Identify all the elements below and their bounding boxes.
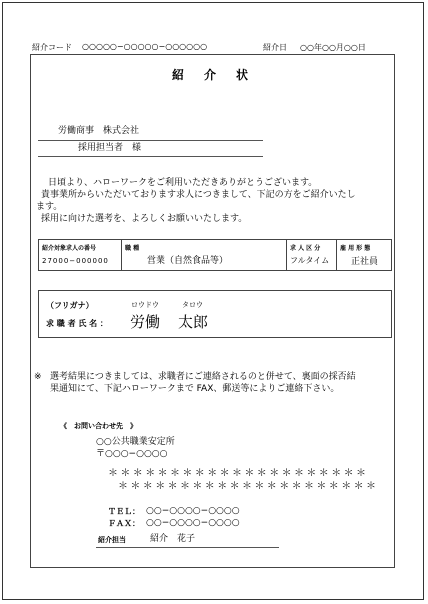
fax-label: ＦＡＸ： <box>108 519 140 528</box>
note-mark: ※ <box>34 372 42 382</box>
note-line-2: 果通知にて、下記ハローワークまで FAX、郵送等によりご連絡下さい。 <box>50 384 340 394</box>
employment-value: 正社員 <box>351 257 379 267</box>
job-number-value: 27000−000000 <box>42 257 109 265</box>
job-number-cell <box>39 240 122 270</box>
category-label: 求 人 区 分 <box>290 245 321 252</box>
employment-cell <box>337 240 391 270</box>
tel-value: ○○−○○○○−○○○○ <box>146 506 240 516</box>
letter-line-2b: ます。 <box>36 202 63 212</box>
occupation-label: 職 種 <box>125 245 140 252</box>
contact-postal: 〒○○○−○○○○ <box>96 449 168 459</box>
staff-label: 紹介担当 <box>98 536 126 544</box>
letter-line-2a: 貴事業所からいただいております求人につきまして、下記の方をご紹介いたし <box>41 190 356 200</box>
category-value: フルタイム <box>290 256 330 265</box>
contact-office: ○○公共職業安定所 <box>96 437 175 447</box>
contact-address-1: ＊＊＊＊＊＊＊＊＊＊＊＊＊＊＊＊＊＊＊＊＊ <box>108 468 369 479</box>
applicant-box <box>38 290 392 338</box>
note-line-1: 選考結果につきましては、求職者にご連絡されるのと併せて、裏面の採否結 <box>50 372 356 382</box>
tel-label: ＴＥＬ： <box>108 507 140 516</box>
furigana-first: タロウ <box>182 301 203 309</box>
date-label: 紹介日 <box>263 43 287 52</box>
fax-value: ○○−○○○○−○○○○ <box>146 518 240 528</box>
date-value: ○○年○○月○○日 <box>300 43 366 52</box>
contact-heading: 《 お問い合わせ先 》 <box>60 422 137 430</box>
last-name: 労働 <box>130 313 161 331</box>
occupation-cell <box>122 240 287 270</box>
addressee-company: 労働商事 株式会社 <box>58 126 140 136</box>
document-title: 紹介状 <box>172 68 269 82</box>
contact-address-2: ＊＊＊＊＊＊＊＊＊＊＊＊＊＊＊＊＊＊＊＊＊ <box>118 481 379 492</box>
staff-name: 紹介 花子 <box>150 534 196 544</box>
addressee-underline-1 <box>38 140 263 141</box>
category-cell <box>287 240 337 270</box>
employment-label: 雇 用 形 態 <box>340 245 371 252</box>
occupation-value: 営業（自然食品等） <box>147 256 229 266</box>
ref-code-value: ○○○○○−○○○○○−○○○○○○ <box>82 42 208 51</box>
addressee-person: 採用担当者 様 <box>78 143 142 153</box>
name-label: 求 職 者 氏 名 ： <box>46 319 108 328</box>
job-number-label: 紹介対象求人の番号 <box>42 245 97 252</box>
job-table <box>38 239 392 271</box>
staff-underline <box>96 547 279 548</box>
addressee-underline-2 <box>38 156 263 157</box>
letter-line-3: 採用に向けた選考を、よろしくお願いいたします。 <box>41 214 248 224</box>
first-name: 太郎 <box>178 313 209 331</box>
furigana-label: （フリガナ） <box>46 301 94 310</box>
letter-line-1: 日頃より、ハローワークをご利用いただきありがとうございます。 <box>48 178 318 188</box>
furigana-last: ロウドウ <box>131 301 159 309</box>
ref-code-label: 紹介コード <box>32 43 72 52</box>
